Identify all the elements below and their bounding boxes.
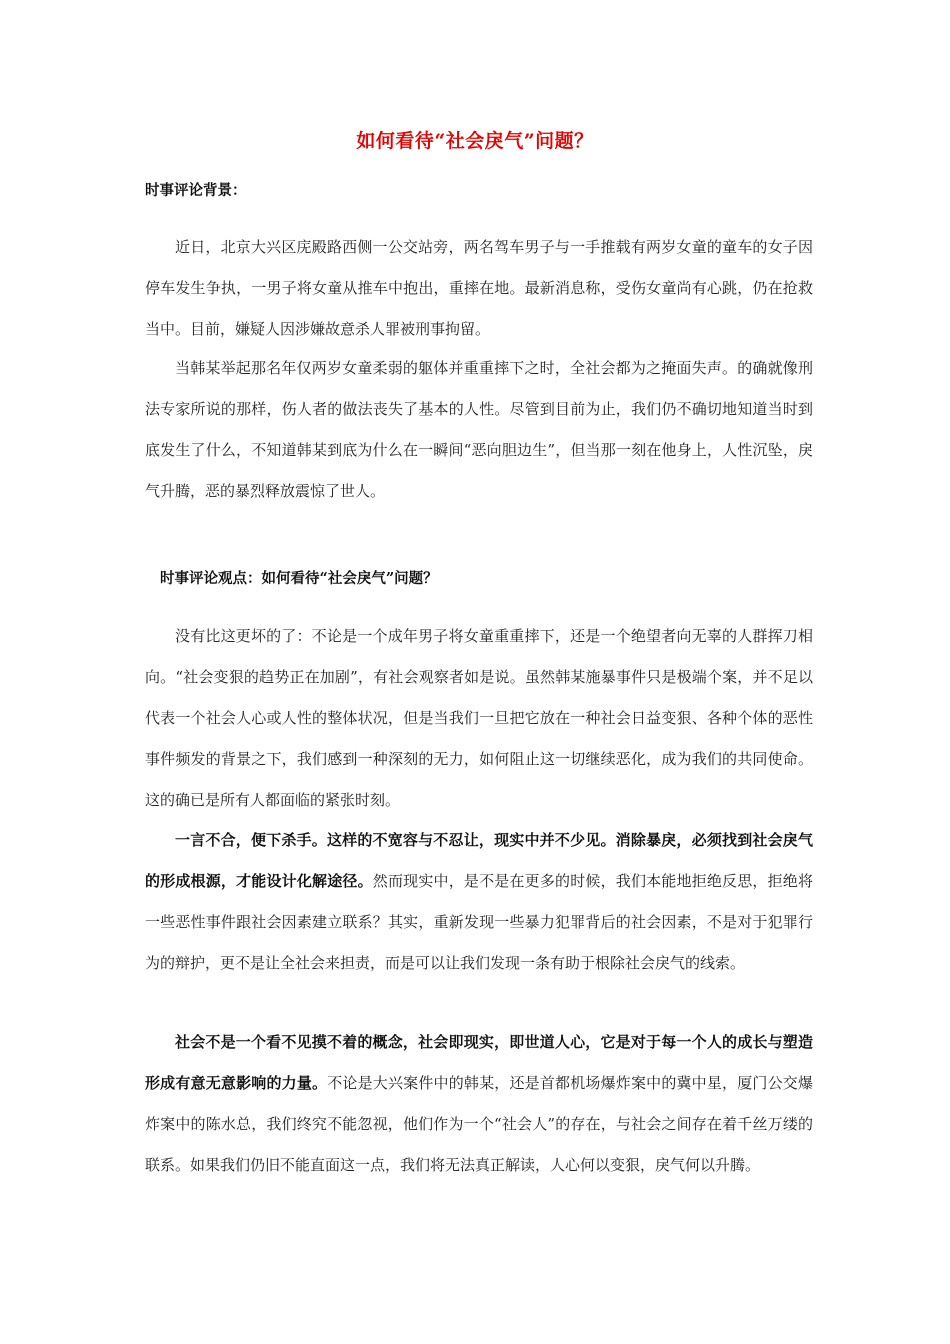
- body-text: 不论是大兴案件中的韩某，还是首都机场爆炸案中的冀中星，厦门公交爆炸案中的陈水总，我们终究不能忽视，他们作为一个“社会人”的存在，与社会之间存在着千丝万缕的联系。如果我们仍旧不能直面这一点，我们将无法真正解读，人心何以变狠，戾气何以升腾。: [145, 1074, 813, 1174]
- body-text: 然而现实中，是不是在更多的时候，我们本能地拒绝反思，拒绝将一些恶性事件跟社会因素建立联系？其实，重新发现一些暴力犯罪背后的社会因素，不是对于犯罪行为的辩护，更不是让全社会来担责，而是可以让我们发现一条有助于根除社会戾气的线索。: [145, 872, 813, 972]
- emphasis-text: 一言不合，便下杀手。这样的不宽容与不忍让，现实中并不少见。消除暴戾，必须找到社会戾气的形成根源，才能设计化解途径。: [145, 831, 813, 890]
- viewpoint-paragraph-1: 没有比这更坏的了：不论是一个成年男子将女童重重摔下，还是一个绝望者向无辜的人群挥刀相向。“社会变狠的趋势正在加剧”，有社会观察者如是说。虽然韩某施暴事件只是极端个案，并不足以代表一个社会人心或人性的整体状况，但是当我们一旦把它放在一种社会日益变狠、各种个体的恶性事件频发的背景之下，我们感到一种深刻的无力，如何阻止这一切继续恶化，成为我们的共同使命。这的确已是所有人都面临的紧张时刻。: [145, 627, 813, 809]
- page-title: 如何看待“社会戾气”问题？: [356, 130, 594, 152]
- background-heading: 时事评论背景：: [145, 182, 247, 199]
- emphasis-text: 社会不是一个看不见摸不着的概念，社会即现实，即世道人心，它是对于每一个人的成长与塑造形成有意无意影响的力量。: [145, 1033, 813, 1092]
- background-paragraph-2: 当韩某举起那名年仅两岁女童柔弱的躯体并重重摔下之时，全社会都为之掩面失声。的确就像刑法专家所说的那样，伤人者的做法丧失了基本的人性。尽管到目前为止，我们仍不确切地知道当时到底发生了什么，不知道韩某到底为什么在一瞬间“恶向胆边生”，但当那一刻在他身上，人性沉坠，戾气升腾，恶的暴烈释放震惊了世人。: [145, 359, 813, 500]
- viewpoint-heading: 时事评论观点：如何看待“社会戾气”问题？: [160, 570, 438, 587]
- viewpoint-paragraph-3: [145, 1022, 813, 1186]
- viewpoint-paragraph-2: [145, 820, 813, 984]
- background-paragraph-1: 近日，北京大兴区庑殿路西侧一公交站旁，两名驾车男子与一手推载有两岁女童的童车的女子因停车发生争执，一男子将女童从推车中抱出，重摔在地。最新消息称，受伤女童尚有心跳，仍在抢救当中。目前，嫌疑人因涉嫌故意杀人罪被刑事拘留。: [145, 238, 813, 338]
